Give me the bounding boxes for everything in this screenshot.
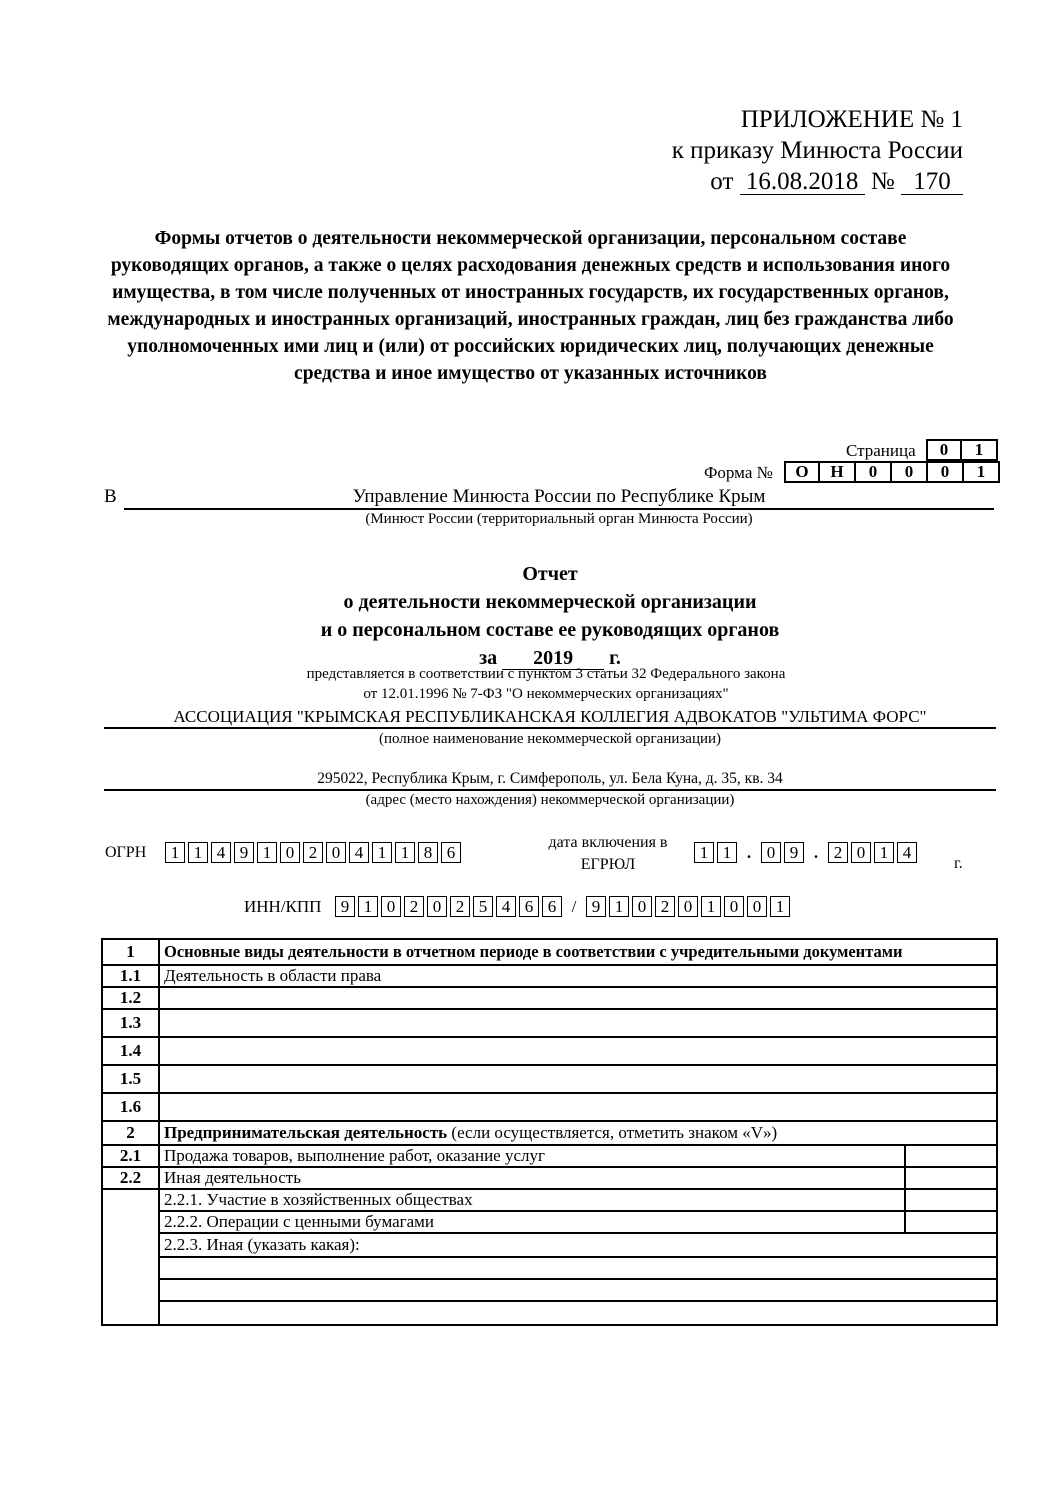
activity-2-1-mark-cell[interactable] — [905, 1145, 997, 1167]
ogrn-digit: 1 — [188, 842, 208, 863]
row-number-empty — [102, 1189, 159, 1325]
organization-address-caption: (адрес (место нахождения) некоммерческой организации) — [365, 792, 735, 808]
organization-name-underline — [104, 727, 996, 729]
appendix-number: 170 — [901, 169, 963, 195]
table-row — [102, 987, 997, 1009]
ogrn-digit: 8 — [418, 842, 438, 863]
document-title: Формы отчетов о деятельности некоммерческой организации, персональном составе руководящих органов, а также о целях расходования денежных средств и использования иного имущества, в том числе полученных от иностранных государств, их государственных органов, международных и иностранных организаций, иностранных граждан, лиц без гражданства либо уполномоченных ими лиц и (или) от российских юридических лиц, получающих денежные средства и иное имущество от указанных источников — [107, 228, 954, 384]
form-number-boxes — [784, 461, 1000, 483]
report-year: 2019 — [502, 647, 604, 670]
appendix-date: 16.08.2018 — [740, 169, 865, 195]
ogrn-digit: 9 — [234, 842, 254, 863]
egrul-label-line1: дата включения в — [548, 834, 668, 851]
egrul-year-digit: 1 — [874, 842, 894, 863]
inn-digit: 2 — [450, 896, 470, 917]
report-heading3: и о персональном составе ее руководящих органов — [320, 619, 780, 641]
appendix-header — [672, 104, 963, 197]
ogrn-digit: 4 — [349, 842, 369, 863]
egrul-month-digit: 0 — [761, 842, 781, 863]
inn-digit: 6 — [542, 896, 562, 917]
kpp-digit: 1 — [609, 896, 629, 917]
activities-table — [101, 938, 998, 1326]
activity-1-4[interactable] — [159, 1037, 997, 1065]
inn-digit: 2 — [404, 896, 424, 917]
section2-title-note: (если осуществляется, отметить знаком «V») — [447, 1123, 778, 1142]
ogrn-digit: 1 — [395, 842, 415, 863]
ogrn-digit: 1 — [165, 842, 185, 863]
ogrn-digit: 1 — [372, 842, 392, 863]
form-char: 0 — [856, 461, 892, 483]
table-row — [102, 1189, 997, 1211]
recipient-underline — [124, 508, 994, 510]
kpp-digit: 0 — [678, 896, 698, 917]
report-basis-line2: от 12.01.1996 № 7-ФЗ "О некоммерческих организациях" — [363, 686, 729, 702]
egrul-year-digit: 4 — [897, 842, 917, 863]
activity-2-2-3-line[interactable] — [159, 1257, 997, 1279]
kpp-digit: 1 — [770, 896, 790, 917]
section2-title — [159, 1121, 997, 1145]
form-char: 0 — [928, 461, 964, 483]
table-row — [102, 965, 997, 987]
activity-2-2-1-mark-cell[interactable] — [905, 1189, 997, 1211]
row-number: 1.6 — [102, 1093, 159, 1121]
activity-2-2-2-mark-cell[interactable] — [905, 1211, 997, 1233]
table-row — [102, 1037, 997, 1065]
egrul-year-digit: 2 — [828, 842, 848, 863]
recipient-caption: (Минюст России (территориальный орган Минюста России) — [365, 511, 753, 527]
report-basis-line1: представляется в соответствии с пунктом 3 статьи 32 Федерального закона — [306, 666, 786, 682]
activity-1-2[interactable] — [159, 987, 997, 1009]
inn-digit: 4 — [496, 896, 516, 917]
report-heading1: Отчет — [522, 563, 578, 585]
activity-2-2-1-label: 2.2.1. Участие в хозяйственных обществах — [159, 1189, 905, 1211]
activity-2-2-3-label: 2.2.3. Иная (указать какая): — [159, 1233, 997, 1257]
ogrn-digit: 1 — [257, 842, 277, 863]
page-number-boxes — [926, 439, 998, 461]
ogrn-digit: 6 — [441, 842, 461, 863]
inn-digit: 6 — [519, 896, 539, 917]
table-row — [102, 1093, 997, 1121]
table-row — [102, 1065, 997, 1093]
inn-kpp-boxes — [335, 896, 793, 917]
activity-1-5[interactable] — [159, 1065, 997, 1093]
organization-address-underline — [104, 789, 996, 791]
kpp-digit: 2 — [655, 896, 675, 917]
kpp-digit: 0 — [724, 896, 744, 917]
ogrn-digit: 0 — [326, 842, 346, 863]
egrul-day-digit: 1 — [694, 842, 714, 863]
row-number: 1.3 — [102, 1009, 159, 1037]
ogrn-digit: 0 — [280, 842, 300, 863]
table-row — [102, 1233, 997, 1257]
activity-2-2-2-label: 2.2.2. Операции с ценными бумагами — [159, 1211, 905, 1233]
report-year-suffix: г. — [609, 647, 621, 669]
appendix-line1: ПРИЛОЖЕНИЕ № 1 — [740, 106, 963, 133]
form-char: 0 — [892, 461, 928, 483]
table-row — [102, 1301, 997, 1325]
egrul-month-digit: 9 — [784, 842, 804, 863]
table-row — [102, 1009, 997, 1037]
inn-digit: 0 — [427, 896, 447, 917]
inn-digit: 0 — [381, 896, 401, 917]
table-row — [102, 1279, 997, 1301]
table-row — [102, 1145, 997, 1167]
organization-name-caption: (полное наименование некоммерческой организации) — [378, 731, 722, 747]
appendix-line2: к приказу Минюста России — [671, 137, 963, 164]
egrul-date-separator: . — [813, 842, 819, 862]
form-label: Форма № — [704, 463, 773, 482]
appendix-number-label: № — [870, 168, 895, 195]
inn-digit: 5 — [473, 896, 493, 917]
recipient-value: Управление Минюста России по Республике Крым — [352, 486, 766, 507]
row-number: 2 — [102, 1121, 159, 1145]
row-number: 1.5 — [102, 1065, 159, 1093]
report-heading — [0, 560, 1061, 672]
section1-title: Основные виды деятельности в отчетном периоде в соответствии с учредительными документами — [159, 939, 997, 965]
table-row — [102, 1167, 997, 1189]
egrul-year-digit: 0 — [851, 842, 871, 863]
table-row — [102, 1121, 997, 1145]
kpp-digit: 9 — [586, 896, 606, 917]
ogrn-digit: 2 — [303, 842, 323, 863]
activity-1-3[interactable] — [159, 1009, 997, 1037]
activity-1-6[interactable] — [159, 1093, 997, 1121]
ogrn-label: ОГРН — [105, 844, 147, 861]
egrul-day-digit: 1 — [717, 842, 737, 863]
activity-1-1[interactable]: Деятельность в области права — [159, 965, 997, 987]
egrul-year-suffix: г. — [954, 855, 963, 872]
activity-2-1-label: Продажа товаров, выполнение работ, оказание услуг — [159, 1145, 905, 1167]
egrul-label-line2: ЕГРЮЛ — [580, 856, 636, 873]
table-row — [102, 1211, 997, 1233]
page-digit: 0 — [926, 439, 962, 461]
activity-2-2-label: Иная деятельность — [159, 1167, 905, 1189]
row-number: 1.4 — [102, 1037, 159, 1065]
kpp-digit: 0 — [747, 896, 767, 917]
egrul-date-boxes — [694, 842, 920, 863]
activity-2-2-mark-cell[interactable] — [905, 1167, 997, 1189]
row-number: 1 — [102, 939, 159, 965]
row-number: 2.1 — [102, 1145, 159, 1167]
form-char: Н — [820, 461, 856, 483]
inn-digit: 9 — [335, 896, 355, 917]
organization-name: АССОЦИАЦИЯ "КРЫМСКАЯ РЕСПУБЛИКАНСКАЯ КОЛЛЕГИЯ АДВОКАТОВ "УЛЬТИМА ФОРС" — [173, 707, 927, 726]
appendix-line3 — [672, 166, 963, 197]
ogrn-digit-boxes — [165, 842, 464, 863]
appendix-from-label: от — [710, 168, 734, 195]
recipient-prefix: В — [104, 486, 117, 507]
page-label: Страница — [846, 441, 916, 460]
table-row — [102, 939, 997, 965]
inn-kpp-separator: / — [571, 896, 577, 916]
kpp-digit: 0 — [632, 896, 652, 917]
report-heading2: о деятельности некоммерческой организации — [343, 591, 757, 613]
table-row — [102, 1257, 997, 1279]
kpp-digit: 1 — [701, 896, 721, 917]
egrul-label — [538, 832, 678, 876]
egrul-date-separator: . — [746, 842, 752, 862]
row-number: 1.1 — [102, 965, 159, 987]
inn-digit: 1 — [358, 896, 378, 917]
activity-2-2-3-line[interactable] — [159, 1279, 997, 1301]
ogrn-digit: 4 — [211, 842, 231, 863]
section2-title-bold: Предпринимательская деятельность — [164, 1123, 448, 1142]
form-char: 1 — [964, 461, 1000, 483]
organization-address: 295022, Республика Крым, г. Симферополь, ул. Бела Куна, д. 35, кв. 34 — [317, 770, 783, 787]
row-number: 1.2 — [102, 987, 159, 1009]
inn-kpp-label: ИНН/КПП — [244, 897, 322, 916]
report-year-prefix: за — [479, 647, 498, 669]
page-digit: 1 — [962, 439, 998, 461]
form-char: О — [784, 461, 820, 483]
activity-2-2-3-line[interactable] — [159, 1301, 997, 1325]
row-number: 2.2 — [102, 1167, 159, 1189]
